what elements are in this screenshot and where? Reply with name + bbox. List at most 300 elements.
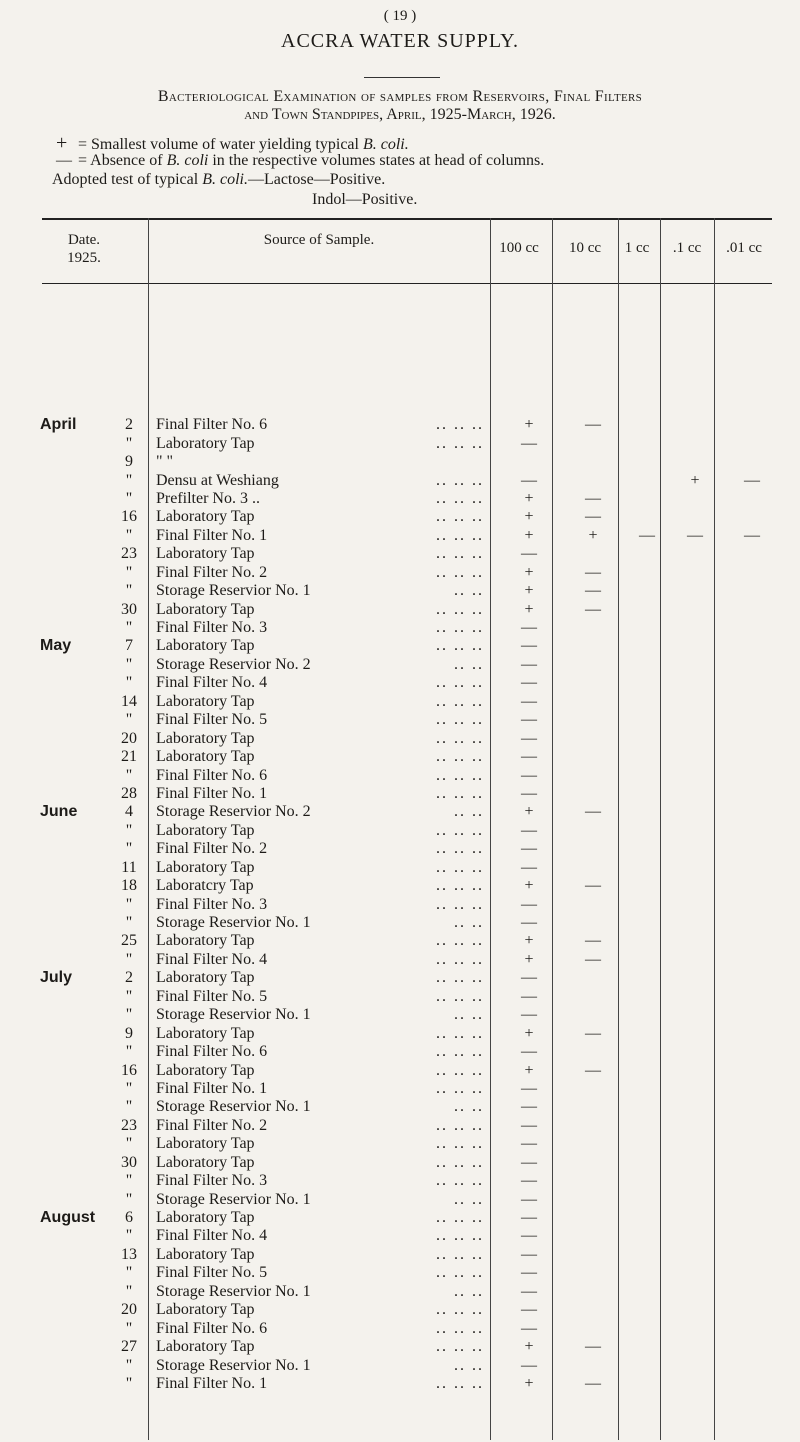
row-source: [148, 1135, 498, 1153]
cell-1cc: [626, 914, 668, 932]
cell-001cc: [722, 729, 782, 747]
row-source: [148, 416, 498, 434]
table-row: [40, 527, 782, 545]
cell-100cc: —: [521, 1043, 537, 1061]
table-row: [40, 1172, 782, 1190]
row-source: [148, 1043, 498, 1061]
row-month: [40, 1246, 110, 1264]
row-source: [148, 1338, 498, 1356]
row-day: ": [125, 711, 133, 729]
cell-01cc: [668, 1356, 722, 1374]
source-text: Final Filter No. 5: [156, 711, 268, 729]
source-text: Laboratory Tap: [156, 932, 255, 950]
row-month: [40, 619, 110, 637]
leader-dots: .. .. ..: [436, 821, 484, 839]
leader-dots: .. .. ..: [436, 729, 484, 747]
table-row: [40, 508, 782, 526]
source-text: Laboratcry Tap: [156, 877, 254, 895]
cell-001cc: [722, 1172, 782, 1190]
row-day: ": [125, 1135, 133, 1153]
cell-01cc: [668, 582, 722, 600]
cell-01cc: [668, 951, 722, 969]
cell-001cc: [722, 840, 782, 858]
cell-1cc: [626, 508, 668, 526]
row-source: [148, 748, 498, 766]
cell-10cc: [560, 840, 626, 858]
row-month: [40, 711, 110, 729]
row-source: [148, 803, 498, 821]
table-row: [40, 822, 782, 840]
cell-001cc: [722, 1246, 782, 1264]
cell-100cc: +: [524, 489, 534, 507]
row-day: ": [125, 434, 133, 452]
row-month: [40, 490, 110, 508]
leader-dots: .. .. ..: [436, 1135, 484, 1153]
cell-001cc: [722, 490, 782, 508]
source-text: Final Filter No. 3: [156, 619, 268, 637]
source-text: Prefilter No. 3 ..: [156, 489, 260, 507]
table-row: [40, 785, 782, 803]
cell-100cc: —: [521, 1116, 537, 1134]
row-day: 30: [121, 600, 137, 618]
cell-001cc: [722, 1006, 782, 1024]
row-source: [148, 1209, 498, 1227]
cell-1cc: [626, 637, 668, 655]
row-month: [40, 1043, 110, 1061]
cell-01cc: [668, 1264, 722, 1282]
cell-10cc: —: [585, 508, 601, 526]
legend-minus: [56, 152, 544, 170]
cell-10cc: —: [585, 803, 601, 821]
cell-1cc: [626, 656, 668, 674]
row-month: [40, 545, 110, 563]
cell-01cc: [668, 822, 722, 840]
table-row: [40, 1227, 782, 1245]
cell-01cc: [668, 877, 722, 895]
subtitle-line-1: Bacteriological Examination of samples from Reservoirs, Final Filters: [157, 88, 643, 105]
legend-plus-text: = Smallest volume of water yielding typical: [78, 136, 363, 153]
row-day: ": [125, 987, 133, 1005]
cell-10cc: [560, 1006, 626, 1024]
cell-1cc: [626, 877, 668, 895]
leader-dots: .. .. ..: [436, 1209, 484, 1227]
cell-001cc: [722, 453, 782, 471]
leader-dots: .. .. ..: [436, 1153, 484, 1171]
row-month: [40, 471, 110, 489]
cell-01cc: [668, 803, 722, 821]
row-day: ": [125, 1374, 133, 1392]
leader-dots: .. .. ..: [436, 600, 484, 618]
row-source: [148, 1375, 498, 1393]
cell-1cc: [626, 1154, 668, 1172]
cell-10cc: +: [588, 526, 598, 544]
table-row: [40, 1209, 782, 1227]
cell-1cc: [626, 1098, 668, 1116]
row-day: ": [125, 1319, 133, 1337]
cell-01cc: [668, 932, 722, 950]
table-row: [40, 453, 782, 471]
leader-dots: .. .. ..: [436, 1227, 484, 1245]
cell-001cc: [722, 619, 782, 637]
source-text: Storage Reservior No. 1: [156, 1356, 311, 1374]
cell-001cc: [722, 988, 782, 1006]
cell-10cc: [560, 1227, 626, 1245]
cell-01cc: [668, 1172, 722, 1190]
row-month: [40, 1172, 110, 1190]
cell-10cc: [560, 637, 626, 655]
source-text: Final Filter No. 2: [156, 1116, 268, 1134]
row-source: [148, 1356, 498, 1374]
legend-plus-organism: B. coli.: [362, 136, 409, 153]
cell-1cc: [626, 600, 668, 618]
header-bottom-rule: [42, 283, 772, 284]
row-source: [148, 1227, 498, 1245]
row-day: ": [125, 674, 133, 692]
row-source: [148, 1117, 498, 1135]
table-row: [40, 803, 782, 821]
table-row: [40, 840, 782, 858]
row-day: 25: [121, 932, 137, 950]
cell-1cc: [626, 969, 668, 987]
leader-dots: .. .. ..: [436, 1043, 484, 1061]
leader-dots: .. ..: [454, 1282, 484, 1300]
cell-10cc: [560, 988, 626, 1006]
leader-dots: .. .. ..: [436, 545, 484, 563]
cell-01cc: [668, 693, 722, 711]
row-month: [40, 434, 110, 452]
row-day: 16: [121, 1061, 137, 1079]
cell-001cc: [722, 1301, 782, 1319]
leader-dots: .. .. ..: [436, 692, 484, 710]
cell-100cc: —: [521, 1282, 537, 1300]
cell-100cc: —: [521, 840, 537, 858]
cell-1cc: [626, 1283, 668, 1301]
cell-10cc: —: [585, 600, 601, 618]
cell-10cc: [560, 1301, 626, 1319]
row-source: [148, 951, 498, 969]
row-source: [148, 1024, 498, 1042]
table-row: [40, 1301, 782, 1319]
row-day: ": [125, 950, 133, 968]
leader-dots: .. .. ..: [436, 950, 484, 968]
row-month: May: [40, 637, 72, 655]
source-text: Storage Reservior No. 1: [156, 1006, 311, 1024]
cell-01cc: [668, 969, 722, 987]
row-source: [148, 895, 498, 913]
cell-100cc: —: [521, 1172, 537, 1190]
cell-10cc: [560, 656, 626, 674]
subtitle-line-2: and Town Standpipes, April, 1925-March, 1926.: [244, 106, 556, 123]
cell-001cc: —: [744, 471, 760, 489]
leader-dots: .. ..: [454, 582, 484, 600]
table-row: [40, 637, 782, 655]
cell-100cc: —: [521, 766, 537, 784]
cell-10cc: [560, 785, 626, 803]
legend-minus-text-tail: in the respective volumes states at head of columns.: [208, 152, 545, 169]
cell-1cc: [626, 1356, 668, 1374]
row-day: 2: [125, 416, 133, 434]
cell-100cc: —: [521, 692, 537, 710]
row-day: ": [125, 655, 133, 673]
row-month: [40, 1006, 110, 1024]
row-source: [148, 1172, 498, 1190]
cell-10cc: [560, 1264, 626, 1282]
cell-01cc: [668, 1190, 722, 1208]
row-month: [40, 674, 110, 692]
cell-1cc: [626, 729, 668, 747]
table-row: [40, 877, 782, 895]
cell-100cc: —: [521, 674, 537, 692]
cell-100cc: —: [521, 1153, 537, 1171]
row-source: [148, 859, 498, 877]
minus-symbol: —: [56, 152, 72, 169]
adopted-test: [52, 171, 385, 189]
cell-001cc: [722, 1338, 782, 1356]
cell-1cc: [626, 1190, 668, 1208]
table-row: [40, 1024, 782, 1042]
cell-01cc: [668, 1080, 722, 1098]
cell-100cc: —: [521, 471, 537, 489]
leader-dots: .. .. ..: [436, 416, 484, 434]
row-day: 20: [121, 1301, 137, 1319]
cell-1cc: [626, 766, 668, 784]
cell-1cc: [626, 1080, 668, 1098]
cell-10cc: [560, 1154, 626, 1172]
row-day: ": [125, 914, 133, 932]
cell-001cc: [722, 877, 782, 895]
row-source: [148, 490, 498, 508]
cell-01cc: [668, 600, 722, 618]
row-source: [148, 729, 498, 747]
source-text: Storage Reservior No. 2: [156, 803, 311, 821]
cell-01cc: [668, 766, 722, 784]
cell-01cc: [668, 859, 722, 877]
table-row: [40, 434, 782, 452]
table-row: [40, 1061, 782, 1079]
table-row: [40, 693, 782, 711]
cell-10cc: [560, 693, 626, 711]
source-text: Final Filter No. 6: [156, 1319, 268, 1337]
source-text: Laboratory Tap: [156, 858, 255, 876]
title-rule: [364, 77, 440, 78]
row-month: [40, 748, 110, 766]
cell-1cc: [626, 1338, 668, 1356]
table-row: [40, 711, 782, 729]
cell-001cc: [722, 1024, 782, 1042]
cell-100cc: +: [524, 508, 534, 526]
row-month: [40, 766, 110, 784]
row-day: 9: [125, 453, 133, 471]
cell-1cc: [626, 840, 668, 858]
row-source: [148, 711, 498, 729]
source-text: Final Filter No. 3: [156, 895, 268, 913]
source-text: Storage Reservior No. 1: [156, 914, 311, 932]
cell-10cc: [560, 1283, 626, 1301]
row-source: [148, 545, 498, 563]
cell-001cc: [722, 859, 782, 877]
cell-100cc: —: [521, 1227, 537, 1245]
source-text: Laboratory Tap: [156, 692, 255, 710]
row-month: [40, 914, 110, 932]
source-text: Storage Reservior No. 1: [156, 1098, 311, 1116]
cell-10cc: [560, 895, 626, 913]
table-row: [40, 416, 782, 434]
table-row: [40, 1319, 782, 1337]
row-source: [148, 564, 498, 582]
row-source: [148, 1098, 498, 1116]
table-row: [40, 1006, 782, 1024]
cell-100cc: —: [521, 1079, 537, 1097]
cell-100cc: —: [521, 969, 537, 987]
row-month: July: [40, 969, 73, 987]
row-day: ": [125, 582, 133, 600]
adopted-organism: B. coli.: [202, 171, 248, 188]
row-month: [40, 877, 110, 895]
row-source: [148, 693, 498, 711]
row-source: [148, 822, 498, 840]
row-month: [40, 1190, 110, 1208]
cell-1cc: [626, 1117, 668, 1135]
cell-1cc: [626, 1301, 668, 1319]
legend-minus-text: = Absence of: [78, 152, 167, 169]
leader-dots: .. .. ..: [436, 748, 484, 766]
source-text: Laboratory Tap: [156, 1153, 255, 1171]
row-source: [148, 453, 498, 471]
cell-100cc: —: [521, 784, 537, 802]
row-month: [40, 1154, 110, 1172]
row-source: [148, 619, 498, 637]
table-row: [40, 932, 782, 950]
table-row: [40, 914, 782, 932]
row-day: ": [125, 1282, 133, 1300]
cell-10cc: [560, 1043, 626, 1061]
row-source: [148, 877, 498, 895]
plus-symbol: +: [56, 132, 68, 154]
row-day: 9: [125, 1024, 133, 1042]
cell-01cc: +: [690, 471, 700, 489]
row-day: 23: [121, 1116, 137, 1134]
cell-001cc: [722, 785, 782, 803]
source-text: Laboratory Tap: [156, 1301, 255, 1319]
cell-100cc: +: [524, 1374, 534, 1392]
cell-10cc: —: [585, 932, 601, 950]
cell-100cc: —: [521, 619, 537, 637]
leader-dots: .. .. ..: [436, 877, 484, 895]
source-text: Final Filter No. 6: [156, 766, 268, 784]
table-row: [40, 1246, 782, 1264]
cell-10cc: [560, 859, 626, 877]
table-row: [40, 600, 782, 618]
cell-001cc: [722, 748, 782, 766]
cell-001cc: [722, 600, 782, 618]
cell-10cc: [560, 1356, 626, 1374]
source-text: Laboratory Tap: [156, 637, 255, 655]
leader-dots: .. .. ..: [436, 1245, 484, 1263]
cell-100cc: —: [521, 821, 537, 839]
cell-1cc: [626, 693, 668, 711]
row-source: [148, 582, 498, 600]
row-source: [148, 840, 498, 858]
row-source: [148, 1006, 498, 1024]
cell-001cc: [722, 1080, 782, 1098]
cell-1cc: [626, 951, 668, 969]
source-text: Laboratory Tap: [156, 1061, 255, 1079]
leader-dots: .. .. ..: [436, 1079, 484, 1097]
row-day: 2: [125, 969, 133, 987]
row-day: ": [125, 1227, 133, 1245]
row-day: 30: [121, 1153, 137, 1171]
cell-001cc: [722, 711, 782, 729]
row-source: [148, 637, 498, 655]
cell-001cc: [722, 1135, 782, 1153]
page-title: ACCRA WATER SUPPLY.: [281, 30, 519, 52]
cell-100cc: —: [521, 1006, 537, 1024]
row-source: [148, 1154, 498, 1172]
cell-01cc: [668, 656, 722, 674]
cell-01cc: [668, 1301, 722, 1319]
table-row: [40, 490, 782, 508]
row-day: ": [125, 1043, 133, 1061]
row-source: [148, 1190, 498, 1208]
cell-100cc: —: [521, 434, 537, 452]
source-text: Laboratory Tap: [156, 1135, 255, 1153]
cell-01cc: [668, 434, 722, 452]
source-text: Densu at Weshiang: [156, 471, 279, 489]
row-month: [40, 840, 110, 858]
cell-10cc: [560, 1209, 626, 1227]
source-text: Laboratory Tap: [156, 729, 255, 747]
cell-100cc: +: [524, 563, 534, 581]
header-001cc: .01 cc: [726, 240, 762, 256]
cell-01cc: [668, 1043, 722, 1061]
row-month: [40, 1061, 110, 1079]
row-day: ": [125, 619, 133, 637]
source-text: Final Filter No. 6: [156, 1043, 268, 1061]
cell-001cc: [722, 434, 782, 452]
cell-100cc: —: [521, 729, 537, 747]
cell-100cc: +: [524, 803, 534, 821]
row-day: 4: [125, 803, 133, 821]
leader-dots: .. .. ..: [436, 619, 484, 637]
indol-note: Indol—Positive.: [312, 191, 418, 208]
cell-001cc: [722, 545, 782, 563]
source-text: Laboratory Tap: [156, 1209, 255, 1227]
source-text: Final Filter No. 5: [156, 987, 268, 1005]
row-day: ": [125, 526, 133, 544]
cell-1cc: [626, 932, 668, 950]
row-month: [40, 729, 110, 747]
row-source: [148, 674, 498, 692]
cell-01cc: [668, 1227, 722, 1245]
row-month: [40, 1024, 110, 1042]
cell-1cc: [626, 1006, 668, 1024]
leader-dots: .. .. ..: [436, 1338, 484, 1356]
row-month: [40, 693, 110, 711]
leader-dots: .. .. ..: [436, 1301, 484, 1319]
cell-001cc: [722, 895, 782, 913]
cell-001cc: [722, 416, 782, 434]
cell-001cc: [722, 1375, 782, 1393]
leader-dots: .. ..: [454, 803, 484, 821]
cell-10cc: [560, 914, 626, 932]
leader-dots: .. ..: [454, 1098, 484, 1116]
cell-100cc: +: [524, 526, 534, 544]
cell-1cc: [626, 1043, 668, 1061]
row-month: [40, 1319, 110, 1337]
row-month: August: [40, 1209, 96, 1227]
leader-dots: .. .. ..: [436, 674, 484, 692]
row-source: [148, 1080, 498, 1098]
